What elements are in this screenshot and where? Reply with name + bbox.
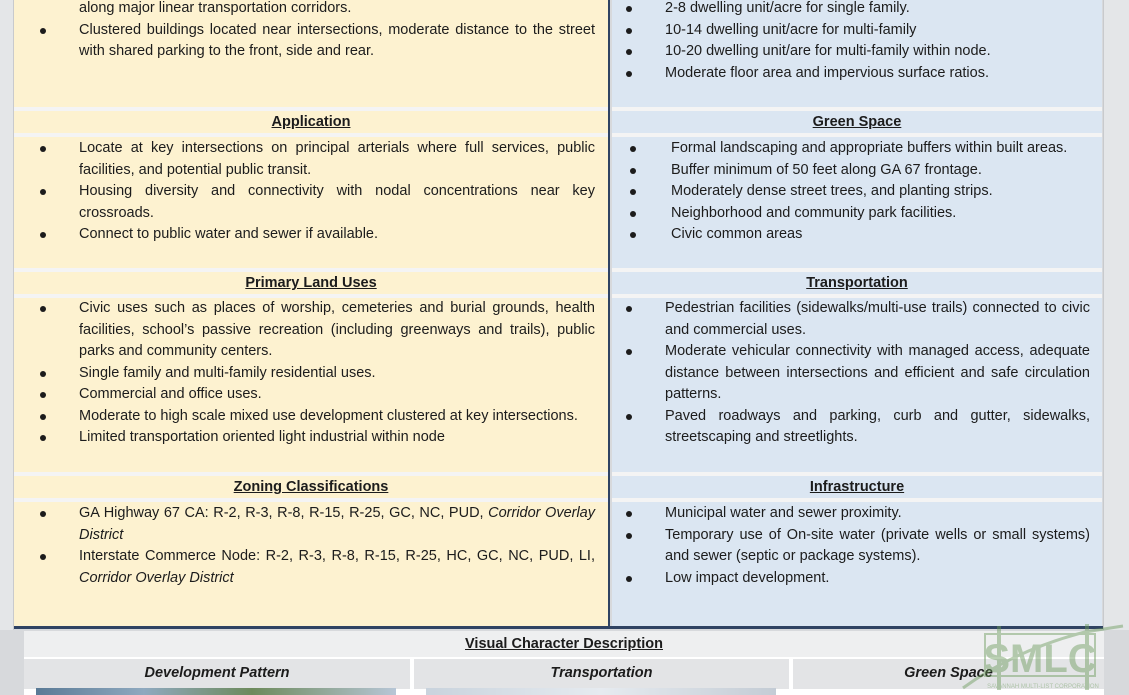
list-item: Civic common areas xyxy=(671,224,1090,246)
list-item: Limited transportation oriented light industrial within node xyxy=(79,427,595,449)
list-item: Single family and multi-family residential uses. xyxy=(79,363,595,385)
density-list xyxy=(665,0,1090,84)
left-top-list xyxy=(79,0,595,63)
list-item: Moderate to high scale mixed use development clustered at key intersections. xyxy=(79,406,595,428)
list-item: Civic uses such as places of worship, cemeteries and burial grounds, health facilities, school’s passive recreation (including greenways and trails), public parks and community centers. xyxy=(79,298,595,363)
section-title-application: Application xyxy=(271,114,351,130)
infrastructure-list xyxy=(665,503,1090,589)
list-item: Clustered buildings located near intersections, moderate distance to the street with shared parking to the front, side and rear. xyxy=(79,20,595,63)
list-item: Formal landscaping and appropriate buffers within built areas. xyxy=(671,138,1090,160)
svg-text:SMLC: SMLC xyxy=(983,637,1097,681)
visual-character-title: Visual Character Description xyxy=(24,631,1104,657)
section-title-transportation: Transportation xyxy=(806,275,908,291)
list-item: Municipal water and sewer proximity. xyxy=(665,503,1090,525)
list-item: along major linear transportation corridors. xyxy=(79,0,352,16)
svg-text:SAVANNAH MULTI-LIST CORPORATIO: SAVANNAH MULTI-LIST CORPORATION xyxy=(987,684,1099,690)
list-item: Pedestrian facilities (sidewalks/multi-use trails) connected to civic and commercial uses. xyxy=(665,298,1090,341)
list-item: Moderate vehicular connectivity with managed access, adequate distance between intersections and efficient and safe circulation patterns. xyxy=(665,341,1090,406)
list-item: Connect to public water and sewer if available. xyxy=(79,224,595,246)
visual-character-section xyxy=(24,631,1104,695)
section-title-green-space: Green Space xyxy=(812,114,902,130)
green-space-list xyxy=(671,138,1090,246)
list-item: Paved roadways and parking, curb and gutter, sidewalks, streetscaping and streetlights. xyxy=(665,406,1090,449)
development-pattern-photo xyxy=(36,688,396,695)
section-divider xyxy=(14,133,608,137)
list-item: Temporary use of On-site water (private wells or small systems) and sewer (septic or package systems). xyxy=(665,525,1090,568)
list-item: Interstate Commerce Node: R-2, R-3, R-8, R-15, R-25, HC, GC, NC, PUD, LI, Corridor Overlay District xyxy=(79,546,595,589)
right-margin xyxy=(1103,0,1129,630)
list-item: 2-8 dwelling unit/acre for single family. xyxy=(665,0,1090,20)
section-title-zoning: Zoning Classifications xyxy=(233,479,389,495)
primary-land-uses-list xyxy=(79,298,595,449)
list-item: Locate at key intersections on principal arterials where full services, public facilities, and potential public transit. xyxy=(79,138,595,181)
section-divider xyxy=(612,498,1102,502)
transportation-photo xyxy=(426,688,776,695)
section-divider xyxy=(14,498,608,502)
list-item: Commercial and office uses. xyxy=(79,384,595,406)
list-item: Low impact development. xyxy=(665,568,1090,590)
left-margin xyxy=(0,0,14,630)
smlc-logo-watermark xyxy=(955,620,1129,695)
list-item: Buffer minimum of 50 feet along GA 67 frontage. xyxy=(671,160,1090,182)
transportation-list xyxy=(665,298,1090,449)
left-column xyxy=(14,0,610,626)
list-item: Neighborhood and community park facilities. xyxy=(671,203,1090,225)
list-item: Moderately dense street trees, and planting strips. xyxy=(671,181,1090,203)
table-bottom-border xyxy=(14,626,1103,629)
list-item: Moderate floor area and impervious surface ratios. xyxy=(665,63,1090,85)
section-title-primary-land-uses: Primary Land Uses xyxy=(245,275,377,291)
application-list xyxy=(79,138,595,246)
list-item: GA Highway 67 CA: R-2, R-3, R-8, R-15, R-25, GC, NC, PUD, Corridor Overlay District xyxy=(79,503,595,546)
column-header-development-pattern: Development Pattern xyxy=(24,659,410,689)
list-item: 10-14 dwelling unit/acre for multi-family xyxy=(665,20,1090,42)
zoning-list xyxy=(79,503,595,589)
right-column xyxy=(612,0,1102,626)
column-header-green-space: Green Space xyxy=(793,659,1104,689)
list-item: Housing diversity and connectivity with nodal concentrations near key crossroads. xyxy=(79,181,595,224)
list-item: 10-20 dwelling unit/are for multi-family within node. xyxy=(665,41,1090,63)
column-header-transportation: Transportation xyxy=(414,659,789,689)
section-divider xyxy=(612,133,1102,137)
section-title-infrastructure: Infrastructure xyxy=(809,479,905,495)
